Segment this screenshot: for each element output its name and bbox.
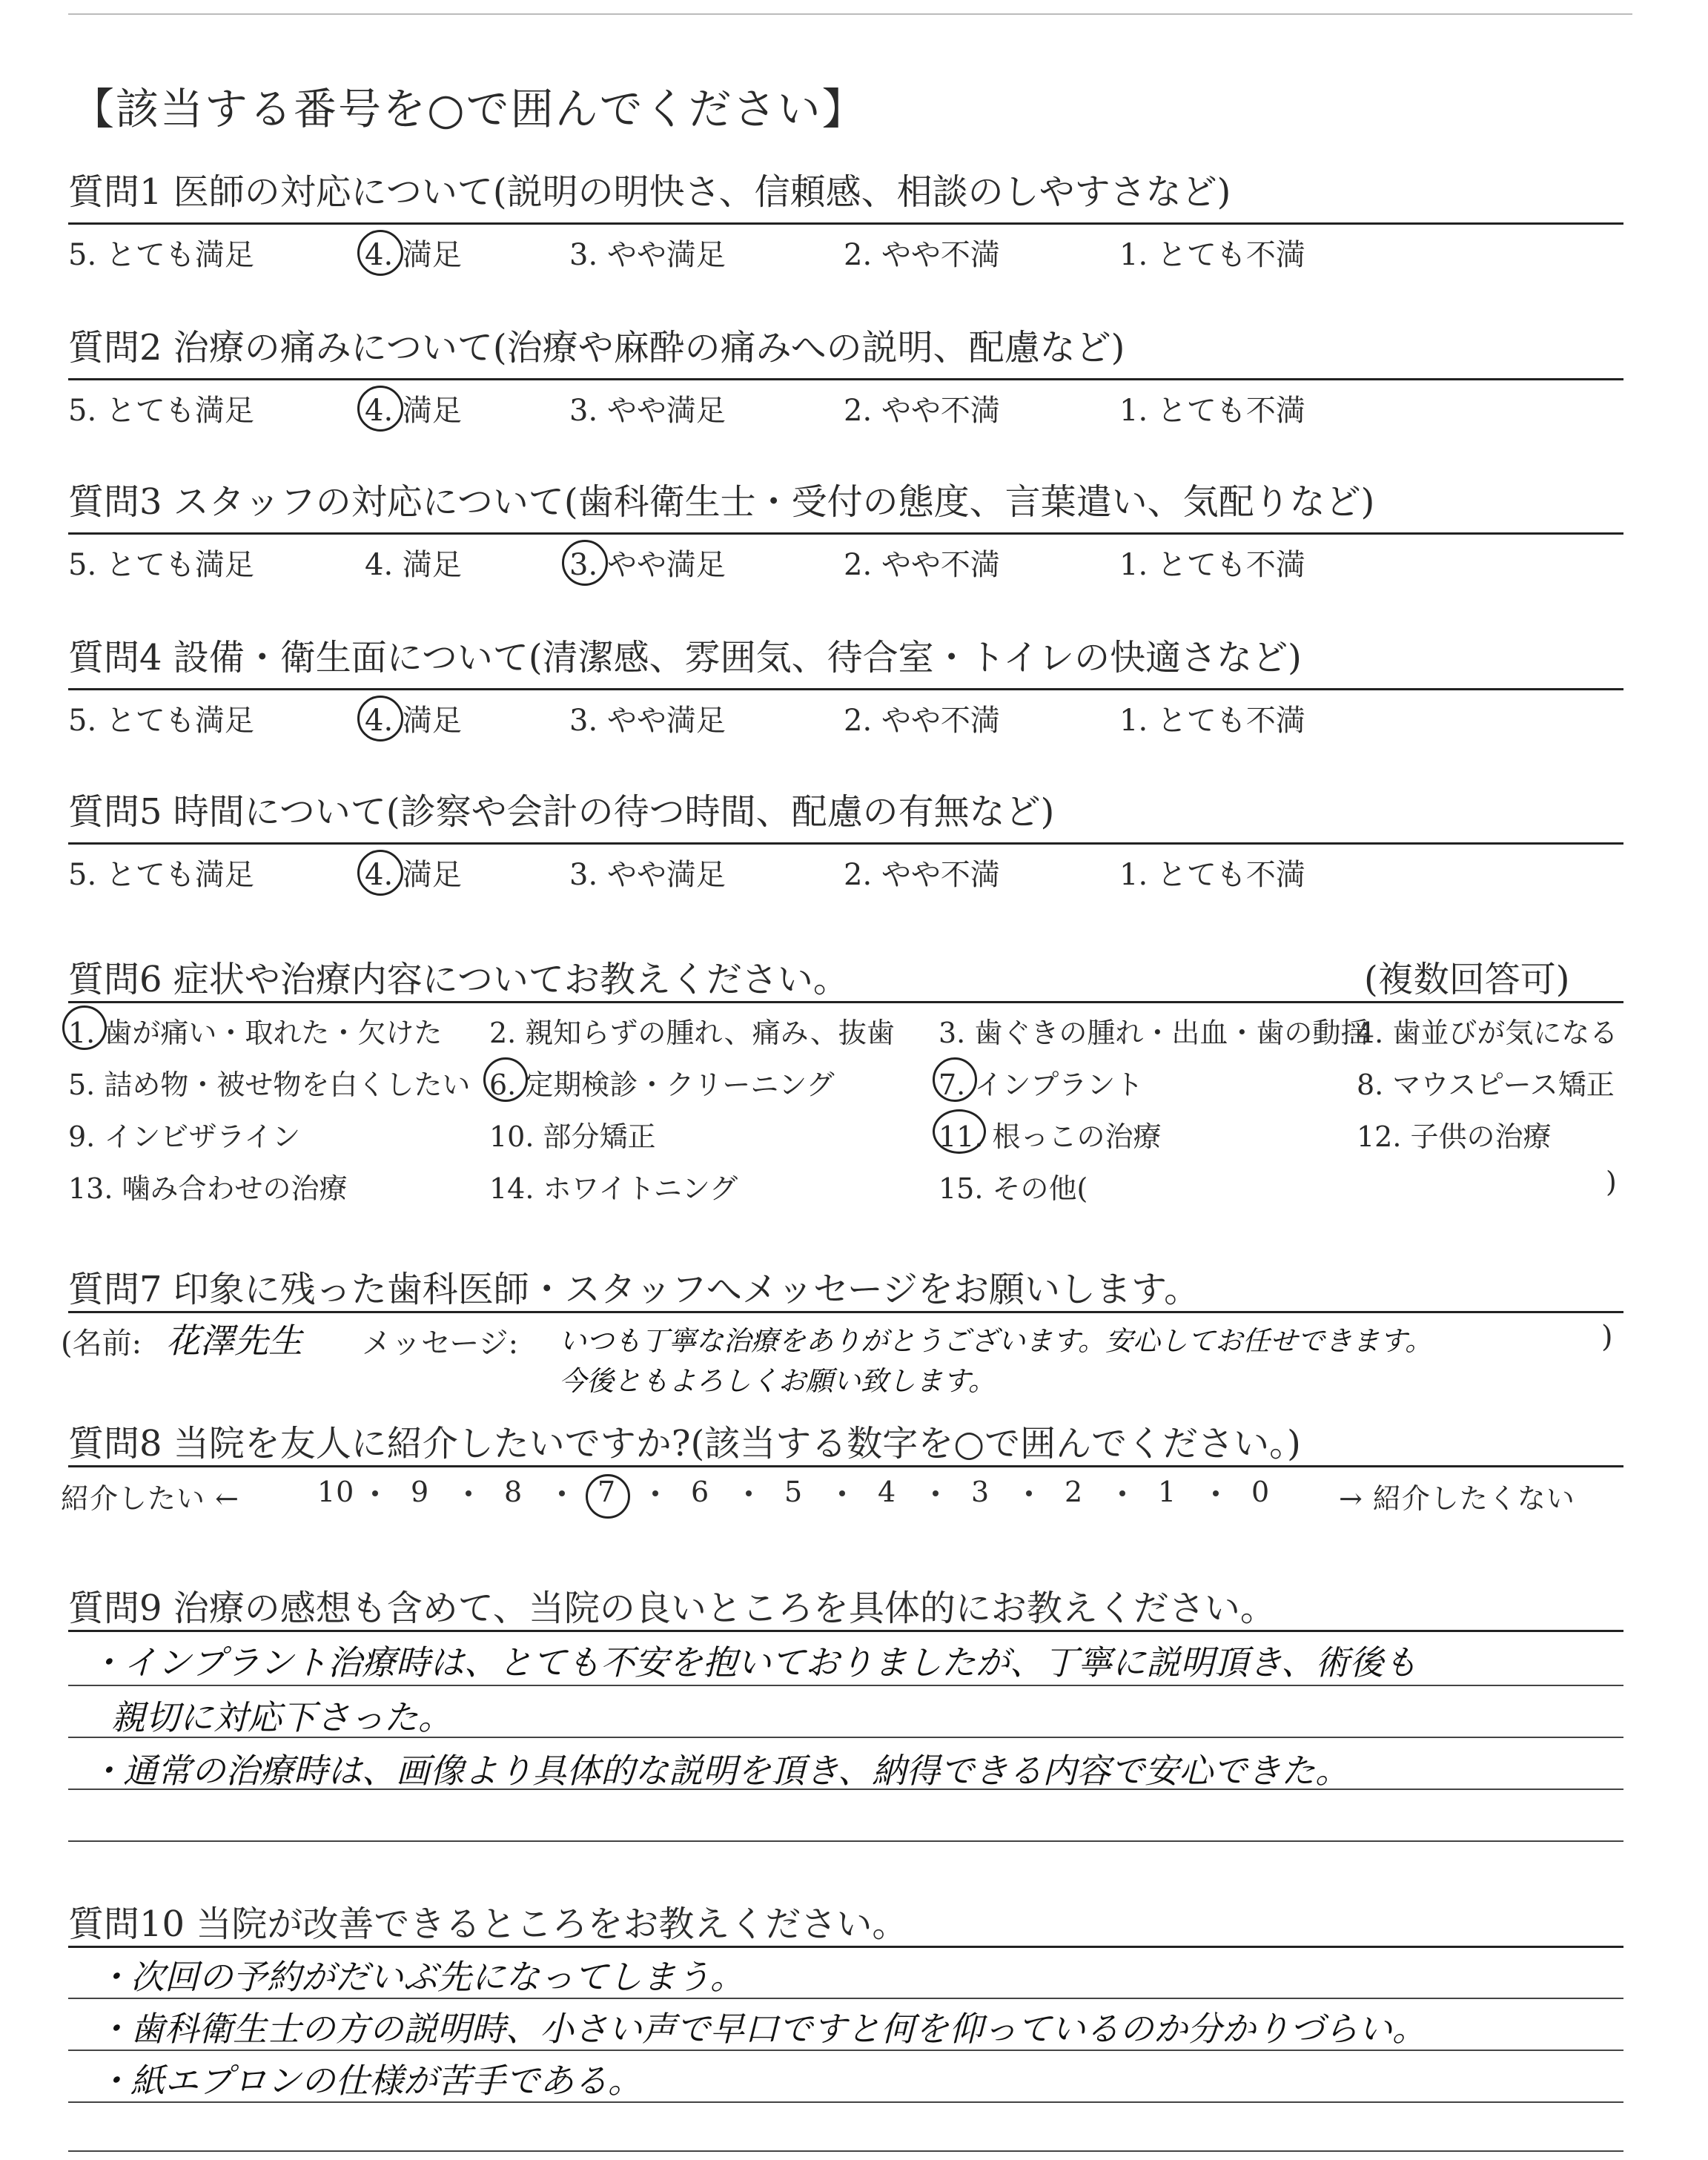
q10-label: 質問10 当院が改善できるところをお教えください。: [68, 1903, 908, 1945]
q4-option-3[interactable]: 3. やや満足: [569, 704, 726, 738]
q5-option-1[interactable]: 1. とても不満: [1119, 858, 1305, 892]
q4-selection-circle: [357, 696, 403, 742]
q1-option-1[interactable]: 1. とても不満: [1119, 238, 1305, 272]
q3-selection-circle: [562, 540, 608, 586]
q8-scale-2[interactable]: 2: [1065, 1476, 1084, 1508]
q8-separator-dot: [372, 1490, 378, 1496]
q8-scale-7[interactable]: 7: [598, 1476, 617, 1508]
q8-left-label: 紹介したい ←: [61, 1482, 239, 1515]
q7-message-label: メッセージ:: [362, 1327, 519, 1361]
q10-line-rule: [68, 2150, 1623, 2152]
q4-rule: [68, 688, 1623, 690]
q7-message-line1[interactable]: いつも丁寧な治療をありがとうございます。安心してお任せできます。: [559, 1325, 1433, 1357]
q3-label: 質問3 スタッフの対応について(歯科衛生士・受付の態度、言葉遣い、気配りなど): [68, 481, 1375, 523]
q4-label: 質問4 設備・衛生面について(清潔感、雰囲気、待合室・トイレの快適さなど): [68, 637, 1302, 678]
q8-separator-dot: [933, 1490, 939, 1496]
q4-option-1[interactable]: 1. とても不満: [1119, 704, 1305, 738]
q3-option-1[interactable]: 1. とても不満: [1119, 548, 1305, 582]
q6-option-2[interactable]: 2. 親知らずの腫れ、痛み、抜歯: [489, 1017, 895, 1049]
q1-selection-circle: [357, 230, 403, 276]
q4-option-2[interactable]: 2. やや不満: [844, 704, 1000, 738]
q6-option-4[interactable]: 4. 歯並びが気になる: [1357, 1017, 1618, 1049]
q9-answer-line3[interactable]: ・通常の治療時は、画像より具体的な説明を頂き、納得できる内容で安心できた。: [89, 1751, 1350, 1791]
q6-selection-circle: [933, 1057, 977, 1102]
q8-separator-dot: [839, 1490, 845, 1496]
q2-option-5[interactable]: 5. とても満足: [68, 394, 254, 428]
q2-label: 質問2 治療の痛みについて(治療や麻酔の痛みへの説明、配慮など): [68, 327, 1125, 369]
q2-selection-circle: [357, 386, 403, 432]
q5-rule: [68, 842, 1623, 845]
q1-option-3[interactable]: 3. やや満足: [569, 238, 726, 272]
q6-selection-circle: [933, 1109, 986, 1154]
q6-option-11[interactable]: 11. 根っこの治療: [939, 1120, 1162, 1153]
q8-scale-1[interactable]: 1: [1158, 1476, 1177, 1508]
q8-selection-circle: [586, 1474, 630, 1519]
q2-option-1[interactable]: 1. とても不満: [1119, 394, 1305, 428]
q6-note: (複数回答可): [1364, 959, 1570, 1000]
q6-option-1[interactable]: 1. 歯が痛い・取れた・欠けた: [68, 1017, 443, 1049]
q8-scale-6[interactable]: 6: [691, 1476, 710, 1508]
q9-answer-line2[interactable]: 親切に対応下さった。: [111, 1697, 452, 1737]
q6-option-7[interactable]: 7. インプラント: [939, 1069, 1144, 1101]
page-title: 【該当する番号を○で囲んでください】: [71, 84, 867, 134]
q6-option-13[interactable]: 13. 噛み合わせの治療: [68, 1172, 348, 1205]
q10-answer-line3[interactable]: ・紙エプロンの仕様が苦手である。: [96, 2061, 642, 2101]
q6-option-6[interactable]: 6. 定期検診・クリーニング: [489, 1069, 835, 1101]
q1-rule: [68, 222, 1623, 225]
q7-close: ): [1601, 1320, 1613, 1354]
q6-option-12[interactable]: 12. 子供の治療: [1357, 1120, 1552, 1153]
q6-label: 質問6 症状や治療内容についてお教えください。: [68, 959, 849, 1000]
q5-option-3[interactable]: 3. やや満足: [569, 858, 726, 892]
q8-separator-dot: [652, 1490, 658, 1496]
q10-answer-line1[interactable]: ・次回の予約がだいぶ先になってしまう。: [96, 1957, 744, 1997]
q6-option-8[interactable]: 8. マウスピース矯正: [1357, 1069, 1615, 1101]
q8-scale-4[interactable]: 4: [878, 1476, 897, 1508]
q8-separator-dot: [1213, 1490, 1219, 1496]
q8-scale-10[interactable]: 10: [317, 1476, 355, 1508]
q5-option-2[interactable]: 2. やや不満: [844, 858, 1000, 892]
q7-name-value[interactable]: 花澤先生: [166, 1321, 302, 1361]
q3-option-4[interactable]: 4. 満足: [365, 548, 462, 582]
q2-option-2[interactable]: 2. やや不満: [844, 394, 1000, 428]
q1-option-5[interactable]: 5. とても満足: [68, 238, 254, 272]
q7-rule: [68, 1311, 1623, 1313]
q9-line-rule: [68, 1685, 1623, 1686]
q6-rule: [68, 1001, 1623, 1003]
q7-name-label: (名前:: [61, 1327, 142, 1361]
q1-option-4[interactable]: 4. 満足: [365, 238, 462, 272]
q9-answer-line1[interactable]: ・インプラント治療時は、とても不安を抱いておりましたが、丁寧に説明頂き、術後も: [89, 1642, 1418, 1682]
q10-rule: [68, 1946, 1623, 1948]
q8-scale-8[interactable]: 8: [504, 1476, 523, 1508]
q8-right-label: → 紹介したくない: [1339, 1482, 1575, 1515]
q8-separator-dot: [559, 1490, 565, 1496]
q3-option-2[interactable]: 2. やや不満: [844, 548, 1000, 582]
q3-option-3[interactable]: 3. やや満足: [569, 548, 726, 582]
top-border: [68, 13, 1632, 15]
q6-option-14[interactable]: 14. ホワイトニング: [489, 1172, 738, 1205]
q2-option-3[interactable]: 3. やや満足: [569, 394, 726, 428]
q8-scale-5[interactable]: 5: [784, 1476, 804, 1508]
q5-option-4[interactable]: 4. 満足: [365, 858, 462, 892]
q8-separator-dot: [746, 1490, 752, 1496]
q9-rule: [68, 1630, 1623, 1632]
q6-option-15[interactable]: 15. その他(: [939, 1172, 1088, 1205]
q6-option-5[interactable]: 5. 詰め物・被せ物を白くしたい: [68, 1069, 471, 1101]
q2-option-4[interactable]: 4. 満足: [365, 394, 462, 428]
q8-rule: [68, 1465, 1623, 1467]
q6-selection-circle: [62, 1005, 107, 1050]
q8-separator-dot: [466, 1490, 471, 1496]
q5-option-5[interactable]: 5. とても満足: [68, 858, 254, 892]
q9-label: 質問9 治療の感想も含めて、当院の良いところを具体的にお教えください。: [68, 1588, 1276, 1629]
q6-option-3[interactable]: 3. 歯ぐきの腫れ・出血・歯の動揺: [939, 1017, 1369, 1049]
q6-option-9[interactable]: 9. インビザライン: [68, 1120, 301, 1153]
q8-label: 質問8 当院を友人に紹介したいですか?(該当する数字を○で囲んでください。): [68, 1423, 1301, 1464]
q8-scale-0[interactable]: 0: [1251, 1476, 1271, 1508]
q8-separator-dot: [1026, 1490, 1032, 1496]
q7-label: 質問7 印象に残った歯科医師・スタッフへメッセージをお願いします。: [68, 1269, 1200, 1310]
q3-rule: [68, 532, 1623, 535]
q6-option-10[interactable]: 10. 部分矯正: [489, 1120, 656, 1153]
q1-option-2[interactable]: 2. やや不満: [844, 238, 1000, 272]
q5-selection-circle: [357, 850, 403, 896]
q8-scale-9[interactable]: 9: [411, 1476, 430, 1508]
q8-separator-dot: [1119, 1490, 1125, 1496]
q10-answer-line2[interactable]: ・歯科衛生士の方の説明時、小さい声で早口ですと何を仰っているのか分かりづらい。: [96, 2009, 1426, 2049]
q9-line-rule: [68, 1840, 1623, 1842]
q1-label: 質問1 医師の対応について(説明の明快さ、信頼感、相談のしやすさなど): [68, 171, 1231, 213]
q7-message-line2[interactable]: 今後ともよろしくお願い致します。: [559, 1365, 996, 1397]
q8-scale-3[interactable]: 3: [971, 1476, 990, 1508]
q6-other-close: ): [1606, 1166, 1617, 1198]
q6-selection-circle: [483, 1057, 528, 1102]
q3-option-5[interactable]: 5. とても満足: [68, 548, 254, 582]
q5-label: 質問5 時間について(診察や会計の待つ時間、配慮の有無など): [68, 791, 1055, 833]
q4-option-5[interactable]: 5. とても満足: [68, 704, 254, 738]
q4-option-4[interactable]: 4. 満足: [365, 704, 462, 738]
q2-rule: [68, 378, 1623, 380]
